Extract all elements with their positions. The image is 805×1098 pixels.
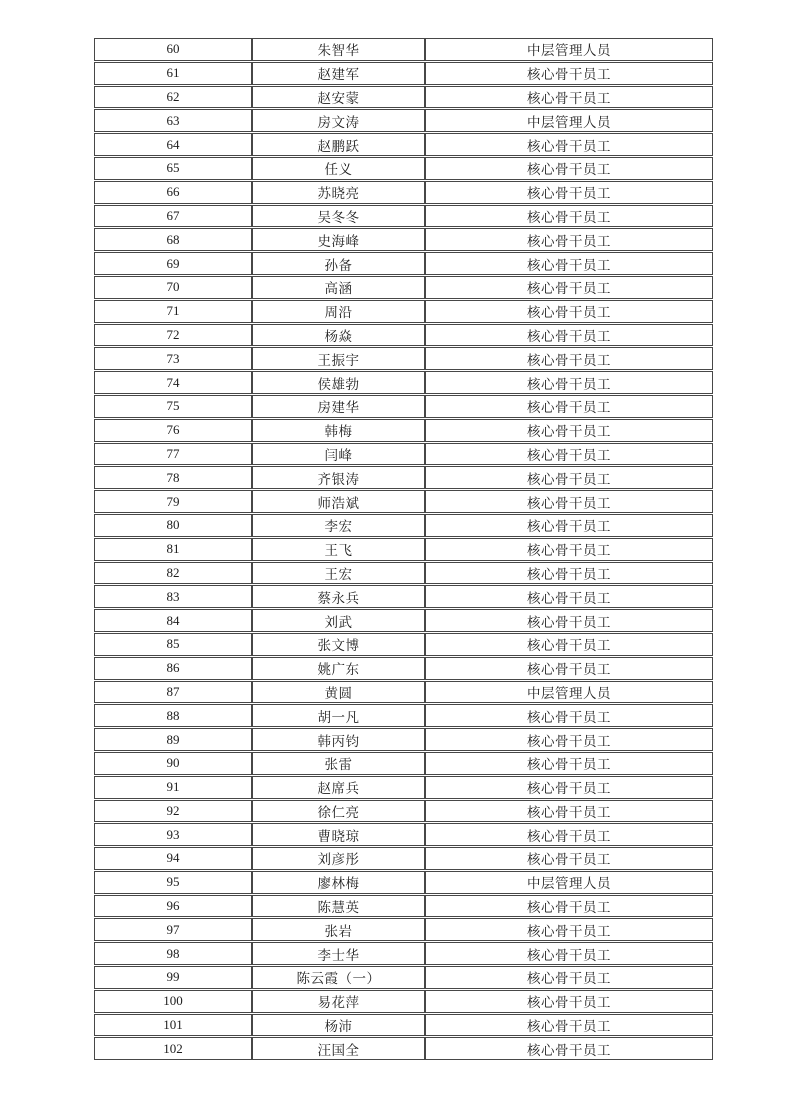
cell-index: 88 xyxy=(94,704,252,727)
cell-name: 胡一凡 xyxy=(252,704,425,727)
cell-index: 68 xyxy=(94,228,252,251)
table-row xyxy=(94,419,713,442)
table-row xyxy=(94,633,713,656)
cell-index: 62 xyxy=(94,86,252,109)
table-row xyxy=(94,800,713,823)
cell-name: 苏晓亮 xyxy=(252,181,425,204)
cell-index: 80 xyxy=(94,514,252,537)
cell-category: 核心骨干员工 xyxy=(425,1014,713,1037)
table-row xyxy=(94,371,713,394)
cell-name: 韩梅 xyxy=(252,419,425,442)
cell-name: 刘彦彤 xyxy=(252,847,425,870)
table-row xyxy=(94,609,713,632)
cell-index: 97 xyxy=(94,918,252,941)
cell-index: 69 xyxy=(94,252,252,275)
cell-index: 81 xyxy=(94,538,252,561)
employee-roster-body xyxy=(94,38,713,1060)
table-row xyxy=(94,752,713,775)
cell-name: 曹晓琼 xyxy=(252,823,425,846)
employee-roster-table xyxy=(94,37,713,1061)
cell-name: 朱智华 xyxy=(252,38,425,61)
table-row xyxy=(94,562,713,585)
table-row xyxy=(94,38,713,61)
cell-index: 100 xyxy=(94,990,252,1013)
table-row xyxy=(94,133,713,156)
cell-index: 90 xyxy=(94,752,252,775)
cell-category: 核心骨干员工 xyxy=(425,752,713,775)
table-row xyxy=(94,62,713,85)
cell-category: 核心骨干员工 xyxy=(425,633,713,656)
table-row xyxy=(94,1037,713,1060)
cell-index: 78 xyxy=(94,466,252,489)
table-row xyxy=(94,776,713,799)
cell-name: 韩丙钧 xyxy=(252,728,425,751)
cell-category: 核心骨干员工 xyxy=(425,133,713,156)
cell-index: 65 xyxy=(94,157,252,180)
cell-name: 赵建军 xyxy=(252,62,425,85)
cell-name: 王飞 xyxy=(252,538,425,561)
cell-category: 核心骨干员工 xyxy=(425,1037,713,1060)
cell-name: 蔡永兵 xyxy=(252,585,425,608)
cell-name: 赵鹏跃 xyxy=(252,133,425,156)
cell-category: 核心骨干员工 xyxy=(425,157,713,180)
table-row xyxy=(94,918,713,941)
table-row xyxy=(94,228,713,251)
table-row xyxy=(94,895,713,918)
cell-index: 82 xyxy=(94,562,252,585)
table-row xyxy=(94,681,713,704)
cell-category: 核心骨干员工 xyxy=(425,86,713,109)
cell-index: 94 xyxy=(94,847,252,870)
table-row xyxy=(94,324,713,347)
cell-index: 102 xyxy=(94,1037,252,1060)
cell-category: 核心骨干员工 xyxy=(425,776,713,799)
cell-index: 67 xyxy=(94,205,252,228)
cell-index: 93 xyxy=(94,823,252,846)
cell-index: 95 xyxy=(94,871,252,894)
cell-name: 张文博 xyxy=(252,633,425,656)
cell-name: 李宏 xyxy=(252,514,425,537)
cell-category: 核心骨干员工 xyxy=(425,895,713,918)
table-row xyxy=(94,109,713,132)
cell-name: 汪国全 xyxy=(252,1037,425,1060)
cell-category: 核心骨干员工 xyxy=(425,300,713,323)
table-row xyxy=(94,157,713,180)
cell-name: 房建华 xyxy=(252,395,425,418)
cell-category: 核心骨干员工 xyxy=(425,728,713,751)
cell-name: 齐银涛 xyxy=(252,466,425,489)
cell-category: 核心骨干员工 xyxy=(425,847,713,870)
table-row xyxy=(94,181,713,204)
cell-name: 赵安蒙 xyxy=(252,86,425,109)
cell-category: 中层管理人员 xyxy=(425,871,713,894)
cell-name: 师浩斌 xyxy=(252,490,425,513)
employee-roster-table-wrap xyxy=(94,37,713,1061)
cell-name: 张雷 xyxy=(252,752,425,775)
table-row xyxy=(94,205,713,228)
table-row xyxy=(94,490,713,513)
cell-category: 核心骨干员工 xyxy=(425,585,713,608)
cell-category: 核心骨干员工 xyxy=(425,62,713,85)
cell-name: 史海峰 xyxy=(252,228,425,251)
cell-category: 核心骨干员工 xyxy=(425,395,713,418)
table-row xyxy=(94,728,713,751)
cell-name: 高涵 xyxy=(252,276,425,299)
cell-name: 刘武 xyxy=(252,609,425,632)
cell-index: 64 xyxy=(94,133,252,156)
cell-index: 96 xyxy=(94,895,252,918)
cell-name: 陈云霞（一） xyxy=(252,966,425,989)
cell-category: 中层管理人员 xyxy=(425,109,713,132)
table-row xyxy=(94,657,713,680)
table-row xyxy=(94,300,713,323)
table-row xyxy=(94,871,713,894)
cell-index: 72 xyxy=(94,324,252,347)
cell-category: 核心骨干员工 xyxy=(425,562,713,585)
table-row xyxy=(94,347,713,370)
cell-index: 74 xyxy=(94,371,252,394)
cell-category: 核心骨干员工 xyxy=(425,823,713,846)
cell-category: 核心骨干员工 xyxy=(425,252,713,275)
cell-index: 73 xyxy=(94,347,252,370)
table-row xyxy=(94,252,713,275)
table-row xyxy=(94,704,713,727)
cell-index: 86 xyxy=(94,657,252,680)
cell-category: 核心骨干员工 xyxy=(425,324,713,347)
cell-name: 杨焱 xyxy=(252,324,425,347)
cell-name: 赵席兵 xyxy=(252,776,425,799)
table-row xyxy=(94,443,713,466)
cell-index: 76 xyxy=(94,419,252,442)
cell-index: 83 xyxy=(94,585,252,608)
cell-name: 周沿 xyxy=(252,300,425,323)
cell-category: 核心骨干员工 xyxy=(425,942,713,965)
cell-category: 核心骨干员工 xyxy=(425,990,713,1013)
cell-name: 王振宇 xyxy=(252,347,425,370)
table-row xyxy=(94,585,713,608)
cell-category: 核心骨干员工 xyxy=(425,490,713,513)
cell-index: 70 xyxy=(94,276,252,299)
table-row xyxy=(94,823,713,846)
table-row xyxy=(94,538,713,561)
cell-category: 核心骨干员工 xyxy=(425,419,713,442)
table-row xyxy=(94,395,713,418)
cell-index: 99 xyxy=(94,966,252,989)
cell-name: 侯雄勃 xyxy=(252,371,425,394)
cell-index: 77 xyxy=(94,443,252,466)
table-row xyxy=(94,990,713,1013)
cell-name: 陈慧英 xyxy=(252,895,425,918)
table-row xyxy=(94,276,713,299)
cell-index: 92 xyxy=(94,800,252,823)
cell-name: 杨沛 xyxy=(252,1014,425,1037)
cell-name: 廖林梅 xyxy=(252,871,425,894)
cell-category: 核心骨干员工 xyxy=(425,918,713,941)
table-row xyxy=(94,847,713,870)
cell-category: 中层管理人员 xyxy=(425,681,713,704)
cell-name: 姚广东 xyxy=(252,657,425,680)
cell-index: 85 xyxy=(94,633,252,656)
cell-index: 98 xyxy=(94,942,252,965)
cell-name: 王宏 xyxy=(252,562,425,585)
cell-category: 核心骨干员工 xyxy=(425,443,713,466)
cell-name: 徐仁亮 xyxy=(252,800,425,823)
cell-name: 黄圆 xyxy=(252,681,425,704)
cell-category: 核心骨干员工 xyxy=(425,704,713,727)
cell-name: 李士华 xyxy=(252,942,425,965)
cell-name: 孙备 xyxy=(252,252,425,275)
cell-index: 71 xyxy=(94,300,252,323)
cell-category: 核心骨干员工 xyxy=(425,371,713,394)
table-row xyxy=(94,1014,713,1037)
table-row xyxy=(94,966,713,989)
cell-index: 89 xyxy=(94,728,252,751)
cell-category: 核心骨干员工 xyxy=(425,228,713,251)
cell-category: 核心骨干员工 xyxy=(425,800,713,823)
cell-index: 61 xyxy=(94,62,252,85)
cell-index: 66 xyxy=(94,181,252,204)
cell-category: 核心骨干员工 xyxy=(425,347,713,370)
cell-index: 87 xyxy=(94,681,252,704)
cell-index: 91 xyxy=(94,776,252,799)
cell-category: 核心骨干员工 xyxy=(425,181,713,204)
cell-index: 75 xyxy=(94,395,252,418)
cell-name: 闫峰 xyxy=(252,443,425,466)
cell-category: 核心骨干员工 xyxy=(425,538,713,561)
cell-name: 吴冬冬 xyxy=(252,205,425,228)
cell-category: 核心骨干员工 xyxy=(425,466,713,489)
table-row xyxy=(94,942,713,965)
cell-name: 易花萍 xyxy=(252,990,425,1013)
cell-category: 核心骨干员工 xyxy=(425,514,713,537)
cell-index: 60 xyxy=(94,38,252,61)
cell-category: 核心骨干员工 xyxy=(425,205,713,228)
cell-category: 中层管理人员 xyxy=(425,38,713,61)
cell-category: 核心骨干员工 xyxy=(425,966,713,989)
cell-category: 核心骨干员工 xyxy=(425,657,713,680)
cell-index: 79 xyxy=(94,490,252,513)
cell-name: 任义 xyxy=(252,157,425,180)
cell-category: 核心骨干员工 xyxy=(425,276,713,299)
cell-index: 84 xyxy=(94,609,252,632)
table-row xyxy=(94,86,713,109)
cell-index: 101 xyxy=(94,1014,252,1037)
table-row xyxy=(94,466,713,489)
cell-name: 张岩 xyxy=(252,918,425,941)
cell-name: 房文涛 xyxy=(252,109,425,132)
table-row xyxy=(94,514,713,537)
cell-category: 核心骨干员工 xyxy=(425,609,713,632)
cell-index: 63 xyxy=(94,109,252,132)
